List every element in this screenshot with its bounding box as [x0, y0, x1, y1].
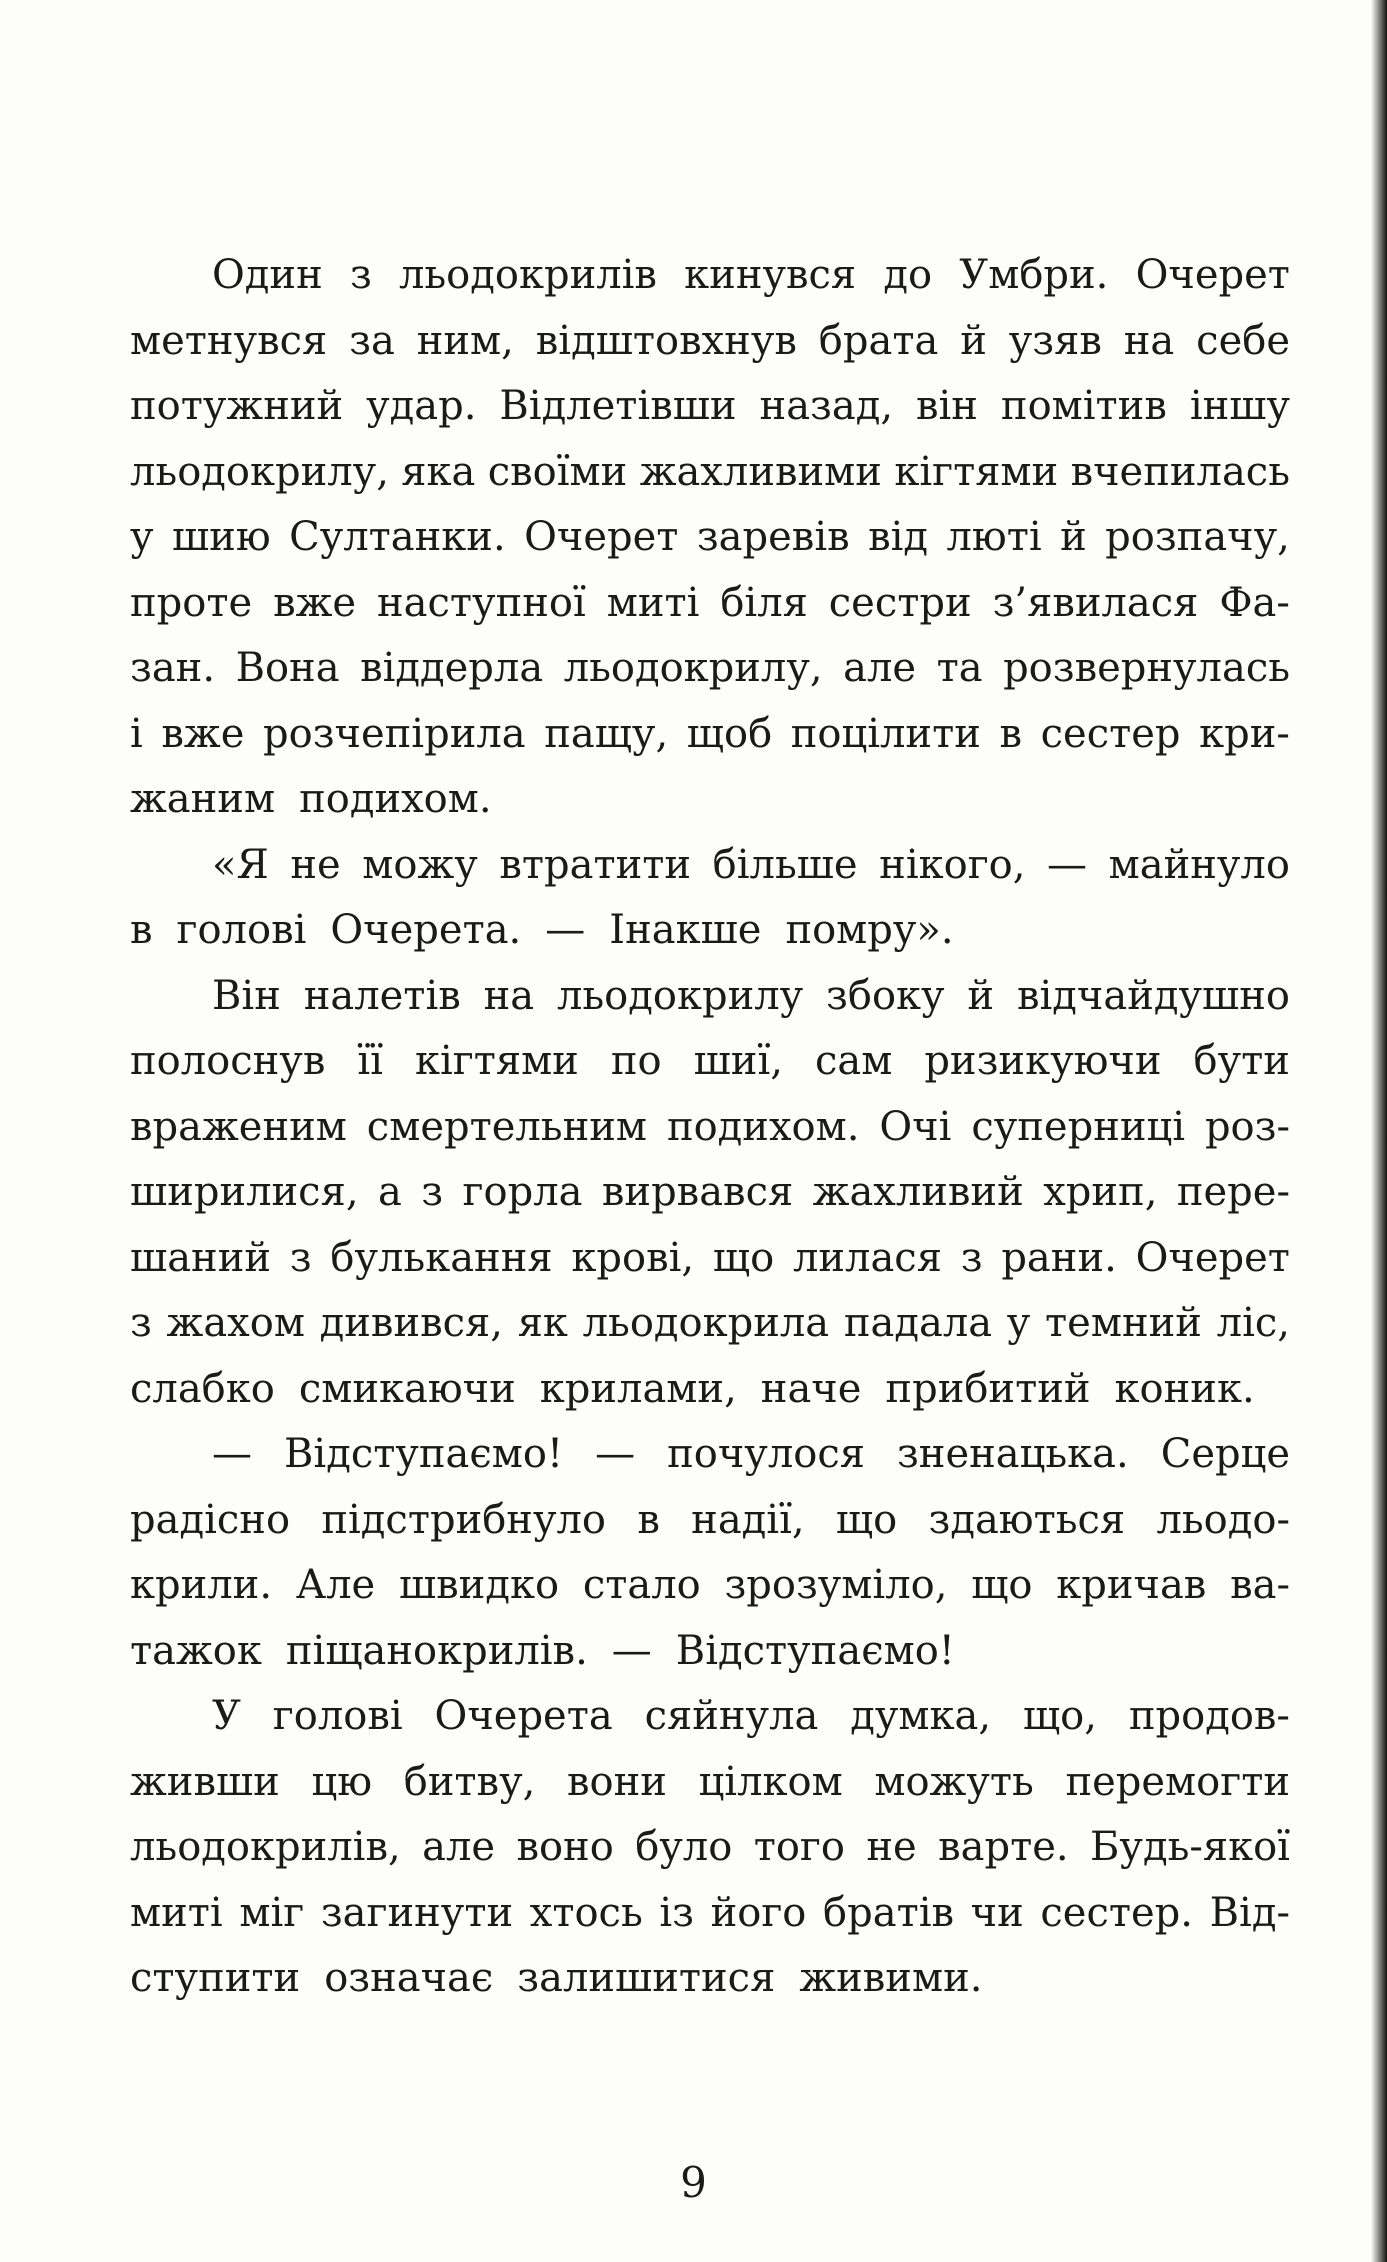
word: що [971, 1562, 1033, 1608]
word: а [377, 1169, 402, 1215]
word: живши [130, 1758, 280, 1805]
word: не [290, 841, 341, 888]
word: загинути [320, 1889, 514, 1936]
text-line [130, 505, 1290, 571]
word: з [960, 1234, 983, 1281]
word: брата [818, 317, 939, 364]
word: ліс, [1216, 1300, 1290, 1346]
word: Очерета. [330, 907, 522, 953]
word: наче [760, 1365, 862, 1412]
word: Інакше [609, 907, 762, 953]
word: що [712, 1234, 775, 1281]
text-line [130, 1488, 1290, 1554]
text-line [130, 767, 1290, 833]
word: Будь-якої [1090, 1824, 1290, 1870]
word: кігтями [414, 1038, 579, 1084]
word: здаються [928, 1496, 1126, 1543]
word: біля [720, 579, 808, 626]
word: вже [273, 579, 357, 626]
word: миті [606, 579, 700, 626]
word: падала [843, 1300, 993, 1346]
word: тажок [130, 1627, 262, 1674]
word: вони [566, 1758, 667, 1805]
word: до [883, 252, 933, 298]
word: Умбри. [959, 252, 1109, 298]
word: коник. [1114, 1365, 1255, 1412]
word: втратити [499, 841, 692, 888]
word: міг [239, 1889, 305, 1936]
text-line [130, 1553, 1290, 1619]
text-line [130, 374, 1290, 440]
word: Очі [879, 1103, 952, 1150]
word: льодокрилу [556, 972, 804, 1019]
word: але [422, 1824, 496, 1870]
word: прибитий [885, 1365, 1091, 1412]
text-line [130, 1750, 1290, 1816]
text-line [130, 1291, 1290, 1357]
word: подихом. [299, 776, 492, 822]
word: У [212, 1693, 241, 1739]
word: потужний [130, 383, 344, 429]
word: дивився, [319, 1300, 503, 1346]
word: як [517, 1300, 568, 1346]
word: з [289, 1234, 312, 1281]
word: братів [823, 1889, 955, 1936]
word: удар. [366, 383, 477, 429]
word: воно [516, 1824, 614, 1870]
word: хтось [529, 1889, 643, 1936]
word: назад, [759, 383, 894, 429]
word: можу [362, 841, 478, 888]
word: пере- [1176, 1169, 1290, 1215]
word: із [659, 1889, 694, 1936]
word: Султанки. [289, 514, 506, 560]
word: сяйнула [644, 1693, 819, 1739]
word: Відступаємо! [675, 1627, 955, 1674]
word: Серце [1160, 1431, 1290, 1477]
word: збоку [826, 972, 945, 1019]
word: Відступаємо! [284, 1431, 564, 1477]
word: було [635, 1824, 733, 1870]
word: кинувся [684, 252, 857, 298]
word: Очерет [524, 514, 679, 560]
word: помру». [785, 907, 954, 953]
text-line [130, 1095, 1290, 1161]
word: смикаючи [298, 1365, 516, 1412]
word: шаний [130, 1234, 272, 1281]
word: швидко [398, 1562, 560, 1608]
word: «Я [212, 841, 269, 888]
word: відчайдушно [1016, 972, 1290, 1019]
word: живими. [799, 1955, 983, 2001]
word: надії, [691, 1496, 805, 1543]
word: хрип, [1043, 1169, 1158, 1215]
word: розпачу, [1105, 514, 1290, 560]
word: пащу, [544, 710, 669, 757]
word: льодокрилів [398, 252, 657, 298]
word: метнувся [130, 317, 328, 364]
word: в [637, 1496, 660, 1543]
word: голові [272, 1693, 403, 1739]
word: крили. [130, 1562, 273, 1608]
word: смертельним [366, 1103, 648, 1150]
word: вирвався [601, 1169, 794, 1215]
text-line [130, 1357, 1290, 1423]
text-line [130, 1226, 1290, 1292]
word: булькання [330, 1234, 553, 1281]
word: ширилися, [130, 1169, 359, 1215]
word: варте. [938, 1824, 1069, 1870]
text-line [130, 309, 1290, 375]
word: Очерета [434, 1693, 613, 1739]
page-number: 9 [680, 2158, 707, 2207]
text-line [130, 1881, 1290, 1947]
word: своїми [487, 448, 628, 495]
word: льодокрила [582, 1300, 830, 1346]
word: того [753, 1824, 845, 1870]
word: льодокрилу, [563, 645, 823, 691]
word: та [936, 645, 983, 691]
word: Вона [235, 645, 340, 691]
text-line [130, 702, 1290, 768]
word: але [843, 645, 917, 691]
word: перемогти [1065, 1758, 1290, 1805]
word: за [349, 317, 395, 364]
word: зан. [130, 645, 216, 691]
word: узяв [1008, 317, 1102, 364]
word: кігтями [894, 448, 1059, 495]
word: щоб [686, 710, 773, 757]
word: люті [946, 514, 1042, 560]
word: крилами, [539, 1365, 737, 1412]
word: від [868, 514, 929, 560]
word: цю [311, 1758, 373, 1805]
word: віддерла [360, 645, 544, 691]
word: налетів [303, 972, 461, 1019]
text-line [130, 964, 1290, 1030]
word: подихом. [666, 1103, 860, 1150]
word: враженим [130, 1103, 347, 1150]
word: зрозуміло, [724, 1562, 948, 1608]
word: ним, [416, 317, 514, 364]
text-line [130, 1160, 1290, 1226]
word: що, [1022, 1693, 1097, 1739]
word: його [710, 1889, 807, 1936]
word: сестри [828, 579, 972, 626]
word: полоснув [130, 1038, 326, 1084]
word: підстрибнуло [321, 1496, 606, 1543]
word: проте [130, 579, 253, 626]
word: з [421, 1169, 444, 1215]
word: в [999, 710, 1023, 757]
word: і [130, 710, 143, 757]
text-line [130, 1029, 1290, 1095]
word: суперниці [971, 1103, 1186, 1150]
word: — [212, 1431, 252, 1477]
word: іншу [1189, 383, 1290, 429]
word: й [967, 972, 995, 1019]
word: не [866, 1824, 917, 1870]
word: на [1123, 317, 1175, 364]
word: шию [171, 514, 271, 560]
word: продов- [1128, 1693, 1290, 1739]
word: цілком [698, 1758, 843, 1805]
text-line [130, 571, 1290, 637]
word: себе [1196, 317, 1290, 364]
word: він [915, 383, 978, 429]
word: шиї, [693, 1038, 783, 1084]
text-line [130, 898, 1290, 964]
word: вчепилась [1070, 448, 1290, 495]
word: битву, [403, 1758, 536, 1805]
text-line [130, 833, 1290, 899]
text-line [130, 440, 1290, 506]
body-text [130, 243, 1290, 2012]
word: Але [295, 1562, 376, 1608]
word: Очерет [1135, 252, 1290, 298]
word: означає [324, 1955, 494, 2001]
word: з’явилася [992, 579, 1199, 626]
word: ступити [130, 1955, 301, 2001]
word: лилася [792, 1234, 942, 1281]
word: бути [1193, 1038, 1290, 1084]
word: розвернулась [1003, 645, 1290, 691]
word: жахливий [812, 1169, 1024, 1215]
word: жахливими [639, 448, 882, 495]
word: з [349, 252, 372, 298]
word: майнуло [1108, 841, 1290, 888]
word: зненацька. [896, 1431, 1129, 1477]
word: — [1047, 841, 1088, 888]
text-line [130, 243, 1290, 309]
word: горла [462, 1169, 583, 1215]
word: Від- [1209, 1889, 1290, 1936]
word: вже [161, 710, 245, 757]
word: розчепірила [263, 710, 526, 757]
word: на [483, 972, 535, 1019]
word: — [611, 1627, 652, 1674]
word: почулося [667, 1431, 865, 1477]
text-line [130, 1684, 1290, 1750]
word: сестер. [1040, 1889, 1194, 1936]
word: кричав [1056, 1562, 1207, 1608]
word: у [130, 514, 154, 560]
word: що [835, 1496, 898, 1543]
word: залишитися [517, 1955, 776, 2001]
word: відштовхнув [535, 317, 797, 364]
word: у [1006, 1300, 1031, 1346]
word: нікого, [879, 841, 1026, 888]
word: жаним [130, 776, 276, 822]
word: сам [814, 1038, 893, 1084]
word: льодокрилів, [130, 1824, 401, 1870]
word: піщанокрилів. [285, 1627, 588, 1674]
word: з [130, 1300, 152, 1346]
word: наступної [377, 579, 586, 626]
word: яка [401, 448, 476, 495]
word: миті [130, 1889, 223, 1936]
word: крові, [571, 1234, 695, 1281]
text-line [130, 1619, 1290, 1685]
text-line [130, 636, 1290, 702]
word: ва- [1230, 1562, 1290, 1608]
word: голові [176, 907, 307, 953]
text-line [130, 1815, 1290, 1881]
word: в [130, 907, 153, 953]
word: льодокрилу, [130, 448, 389, 495]
word: Він [212, 972, 281, 1019]
word: кри- [1199, 710, 1290, 757]
scan-edge-shadow [1371, 0, 1387, 2262]
word: її [357, 1038, 383, 1084]
word: — [595, 1431, 636, 1477]
word: радісно [130, 1496, 291, 1543]
text-line [130, 1946, 1290, 2012]
word: заревів [696, 514, 850, 560]
word: й [960, 317, 987, 364]
word: чи [970, 1889, 1024, 1936]
word: можуть [874, 1758, 1034, 1805]
word: ризикуючи [924, 1038, 1162, 1084]
word: слабко [130, 1365, 275, 1412]
word: рани. [1001, 1234, 1117, 1281]
word: по [610, 1038, 662, 1084]
word: думка, [850, 1693, 992, 1739]
word: роз- [1204, 1103, 1290, 1150]
word: Один [212, 252, 323, 298]
word: помітив [1000, 383, 1167, 429]
word: поцілити [790, 710, 981, 757]
word: темний [1045, 1300, 1202, 1346]
word: більше [712, 841, 858, 888]
word: Відлетівши [499, 383, 737, 429]
word: льодо- [1156, 1496, 1290, 1543]
word: Фа- [1219, 579, 1290, 626]
word: сестер [1040, 710, 1181, 757]
word: — [545, 907, 586, 953]
word: й [1060, 514, 1087, 560]
word: жахом [166, 1300, 305, 1346]
text-line [130, 1422, 1290, 1488]
word: стало [582, 1562, 701, 1608]
word: Очерет [1135, 1234, 1290, 1281]
